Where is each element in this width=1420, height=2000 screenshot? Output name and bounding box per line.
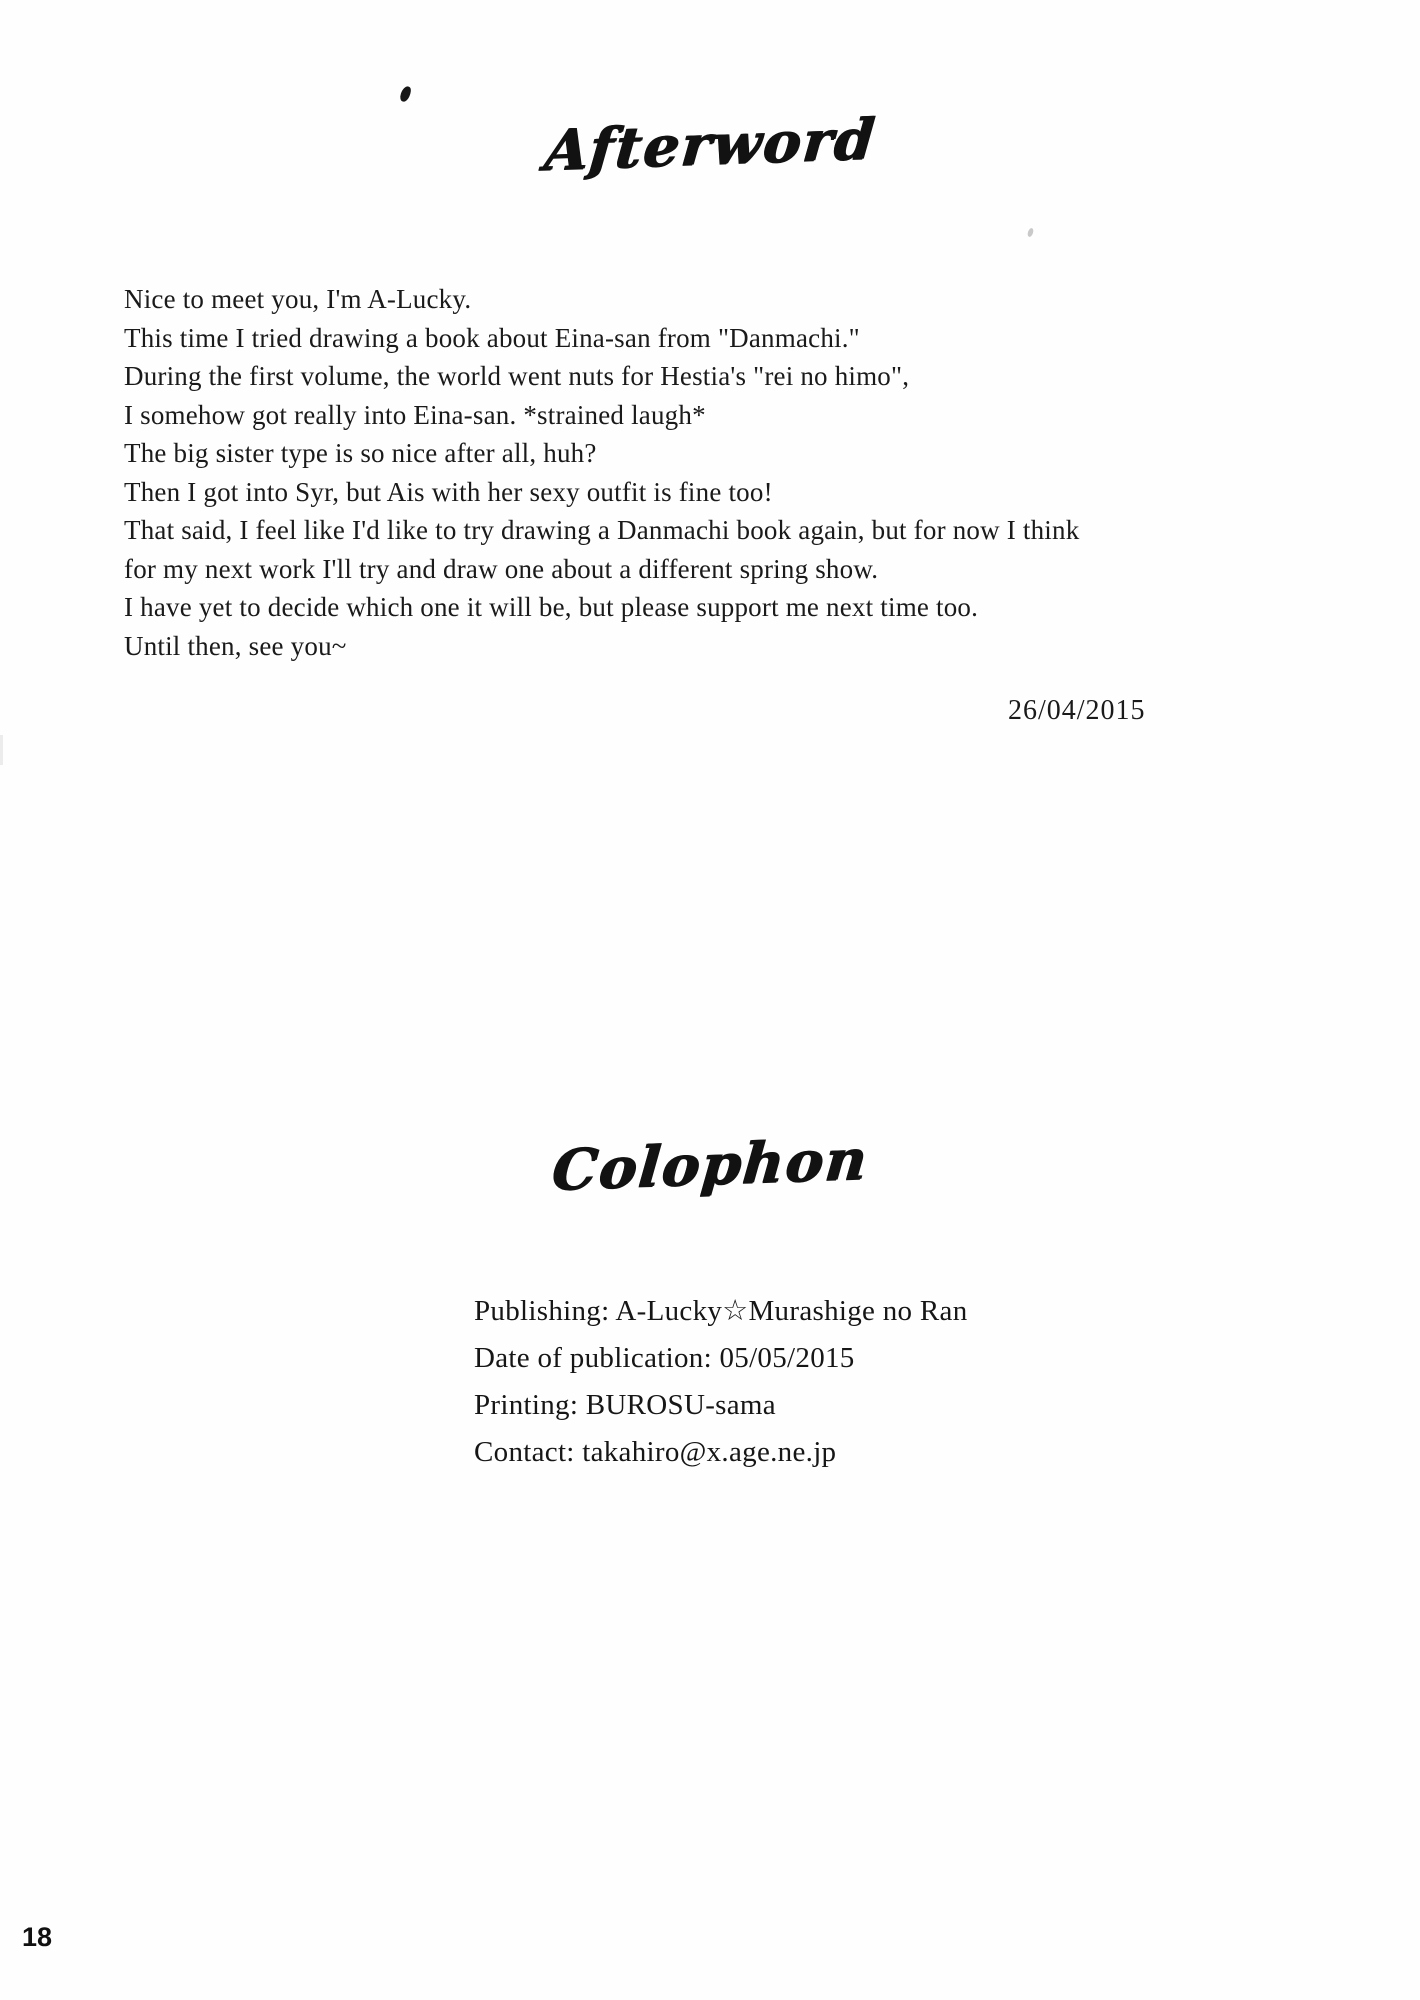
scan-speck [1027,227,1035,237]
afterword-line: This time I tried drawing a book about Eina-san from "Danmachi." [124,322,860,353]
colophon-line-contact: Contact: takahiro@x.age.ne.jp [474,1436,837,1468]
afterword-line: Nice to meet you, I'm A-Lucky. [124,284,472,314]
afterword-line: Until then, see you~ [124,630,347,661]
scan-speck [399,85,413,103]
afterword-title: Afterword [541,106,879,184]
afterword-text-block [124,280,1079,665]
colophon-text-block [474,1288,968,1476]
afterword-line: Then I got into Syr, but Ais with her sexy outfit is fine too! [124,476,773,507]
page-number: 18 [22,1922,53,1952]
afterword-line: During the first volume, the world went nuts for Hestia's "rei no himo", [124,361,910,391]
colophon-title: Colophon [549,1126,871,1204]
scan-edge-mark [0,735,3,765]
afterword-line: That said, I feel like I'd like to try drawing a Danmachi book again, but for now I think [124,515,1080,545]
afterword-line: The big sister type is so nice after all, huh? [124,438,597,468]
colophon-line-printing: Printing: BUROSU-sama [474,1389,776,1421]
afterword-date: 26/04/2015 [1008,695,1146,726]
afterword-line: I have yet to decide which one it will be, but please support me next time too. [124,592,979,622]
afterword-line: for my next work I'll try and draw one about a different spring show. [124,553,879,584]
afterword-line: I somehow got really into Eina-san. *strained laugh* [124,399,706,430]
colophon-line-publishing: Publishing: A-Lucky☆Murashige no Ran [474,1295,968,1327]
colophon-line-publication-date: Date of publication: 05/05/2015 [474,1342,855,1374]
